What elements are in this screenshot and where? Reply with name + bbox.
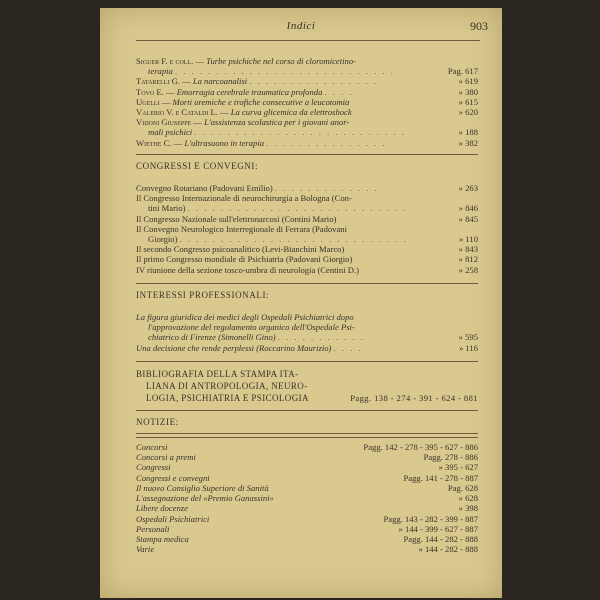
entry-text: Personali: [136, 523, 170, 534]
bibliografia-pages: Pagg. 138 - 274 - 391 - 624 - 881: [350, 392, 478, 403]
book-page: [100, 8, 502, 598]
page-header: [100, 20, 502, 38]
entry-text-cont2: chiatrico di Firenze (Simonelli Gino): [148, 332, 276, 343]
entry-author: Tovo E.: [136, 86, 164, 97]
bibliografia: [136, 368, 478, 404]
entry-text: Convegno Rotariano (Padovani Emilio): [136, 183, 273, 194]
entry-page: » 188: [458, 127, 478, 138]
entry-page: Pagg. 278 - 886: [423, 452, 478, 463]
section-title-interessi: INTERESSI PROFESSIONALI:: [136, 289, 270, 300]
entry-text: Ospedali Psichiatrici: [136, 513, 210, 524]
entry-author: Wiethe C.: [136, 137, 172, 148]
index-entry: [136, 483, 478, 493]
index-entry: [136, 473, 478, 483]
entry-page: » 380: [458, 86, 478, 97]
entry-page: Pagg. 142 - 278 - 395 - 627 - 886: [363, 442, 478, 453]
entry-text: Il Convegno Neurologico Interregionale di Ferrara (Padovani: [136, 223, 347, 234]
index-entry: Tatarelli G. — La narcoanalisi . . . . . . . . . . . . . . . . » 619: [136, 76, 478, 87]
index-entry: Ugelli — Morti uremiche e trofiche consecutive a leucotomia » 615: [136, 96, 478, 107]
entry-text: La figura giuridica dei medici degli Ospedali Psichiatrici dopo: [136, 312, 354, 323]
index-entry: [136, 214, 478, 224]
section-title-congressi: CONGRESSI E CONVEGNI:: [136, 160, 259, 171]
bibliografia-line: LIANA DI ANTROPOLOGIA, NEURO-: [146, 380, 308, 391]
entry-title-cont: terapia: [148, 66, 173, 77]
index-entry: Vidoni Giuseppe — L'assistenza scolastica per i giovani anor- mali psichici . . . . . . . . . . . . . . . . . . . . . . . . . . » 188: [136, 117, 478, 138]
index-entry: [136, 503, 478, 513]
section-rule: [136, 410, 478, 411]
index-entry: Valerio V. e Cataldi L. — La curva glicemica da elettroshock » 620: [136, 107, 478, 118]
notizie-list: [136, 442, 478, 554]
running-title: Indici: [286, 20, 316, 32]
index-entry: [136, 452, 478, 462]
entry-page: » 258: [458, 264, 478, 275]
entry-page: » 846: [458, 203, 478, 214]
entry-text: IV riunione della sezione tosco-umbra di neurologia (Centini D.): [136, 264, 359, 275]
entry-text: Una decisione che rende perplessi (Roccarino Maurizio): [136, 342, 332, 353]
index-entry: Tovo E. — Emorragia cerebrale traumatica profonda . . . . » 380: [136, 86, 478, 97]
bibliografia-line: BIBLIOGRAFIA DELLA STAMPA ITA-: [136, 368, 299, 379]
page-number: 903: [470, 19, 488, 33]
index-entry: [136, 254, 478, 264]
entry-text: Concorsi a premi: [136, 452, 196, 463]
index-entry: Wiethe C. — L'ultrasuono in terapia . . . . . . . . . . . . . . . » 382: [136, 137, 478, 148]
entry-page: » 382: [458, 137, 478, 148]
entry-title: La curva glicemica da elettroshock: [230, 107, 352, 118]
index-entry: [136, 265, 478, 275]
entry-author: Ugelli: [136, 96, 160, 107]
entry-page: » 144 - 399 - 627 - 887: [398, 523, 478, 534]
entry-author: Vidoni Giuseppe: [136, 117, 192, 128]
index-entry: [136, 442, 478, 452]
entry-text: L'assegnazione del «Premio Ganassini»: [136, 493, 274, 504]
entry-text: Il secondo Congresso psicoanalitico (Levi-Bianchini Marco): [136, 244, 345, 255]
entry-page: » 263: [458, 183, 478, 194]
entry-title: Morti uremiche e trofiche consecutive a leucotomia: [172, 96, 350, 107]
entry-page: » 116: [458, 342, 478, 353]
congressi-list: [136, 183, 478, 275]
index-entry: Il Congresso Internazionale di neurochirurgia a Bologna (Con- tini Mario) . . . . . . . . . . . . . . . . . . . . . . . . . . . » 846: [136, 193, 478, 214]
entry-page: » 615: [458, 96, 478, 107]
entry-page: Pagg. 143 - 282 - 399 - 887: [383, 513, 478, 524]
entry-page: Pag. 628: [447, 482, 478, 493]
entry-page: » 812: [458, 254, 478, 265]
entry-author: Tatarelli G.: [136, 76, 180, 87]
bibliografia-line: LOGIA, PSICHIATRIA E PSICOLOGIA: [146, 392, 309, 403]
section-rule: [136, 154, 478, 155]
entry-page: Pagg. 141 - 278 - 887: [403, 472, 478, 483]
notizie-rule: [136, 433, 478, 438]
entry-page: » 398: [458, 503, 478, 514]
section-rule: [136, 283, 478, 284]
author-list: [136, 56, 478, 148]
entry-text: Varie: [136, 544, 155, 555]
entry-page: » 620: [458, 107, 478, 118]
entry-title: L'ultrasuono in terapia: [184, 137, 265, 148]
entry-text: Congressi: [136, 462, 171, 473]
entry-text-cont: l'approvazione del regolamento organico dell'Ospedale Psi-: [148, 322, 355, 333]
entry-page: Pag. 617: [447, 66, 478, 77]
entry-text: Libere docenze: [136, 503, 188, 514]
entry-text: Il Congresso Nazionale sull'elettronarcosi (Contini Mario): [136, 213, 337, 224]
section-title-notizie: NOTIZIE:: [136, 416, 179, 427]
entry-page: » 595: [458, 332, 478, 343]
index-entry: Convegno Rotariano (Padovani Emilio) . . . . . . . . . . . . . » 263: [136, 183, 478, 194]
header-rule: [136, 40, 480, 41]
entry-text-cont: Giorgio): [148, 234, 178, 245]
entry-page: » 845: [458, 213, 478, 224]
entry-page: » 110: [458, 234, 478, 245]
index-entry: [136, 544, 478, 554]
entry-page: » 628: [458, 493, 478, 504]
entry-page: » 619: [458, 76, 478, 87]
section-rule: [136, 361, 478, 362]
entry-text: Congressi e convegni: [136, 472, 210, 483]
interessi-list: [136, 312, 478, 353]
entry-text: Il primo Congresso mondiale di Psichiatria (Padovani Giorgio): [136, 254, 353, 265]
entry-text: Concorsi: [136, 442, 168, 453]
entry-author: Siguer F. e coll.: [136, 56, 194, 66]
index-entry: Il Convegno Neurologico Interregionale di Ferrara (Padovani Giorgio) . . . . . . . . . . . . . . . . . . . . . . . . . . . . » 110: [136, 223, 478, 245]
index-entry: [136, 514, 478, 524]
entry-title: La narcoanalisi: [192, 76, 248, 87]
entry-text-cont: tini Mario): [148, 203, 186, 214]
entry-page: » 144 - 282 - 888: [418, 544, 478, 555]
entry-title: L'assistenza scolastica per i giovani anor-: [204, 117, 350, 128]
index-entry: [136, 534, 478, 544]
entry-page: » 395 - 627: [438, 462, 478, 473]
index-entry: [136, 462, 478, 472]
index-entry: Siguer F. e coll. — Turbe psichiche nel corso di cloromicetino- terapia . . . . . . . . . . . . . . . . . . . . . . . . . . . Pag. 617: [136, 56, 478, 77]
index-entry: La figura giuridica dei medici degli Ospedali Psichiatrici dopo l'approvazione del regolamento organico dell'Ospedale Psi- chiatrico di Firenze (Simonelli Gino) . . . . . . . . . . . » 595: [136, 312, 478, 343]
entry-text: Il nuovo Consiglio Superiore di Sanità: [136, 482, 269, 493]
entry-text: Il Congresso Internazionale di neurochirurgia a Bologna (Con-: [136, 193, 352, 204]
entry-author: Valerio V. e Cataldi L.: [136, 107, 218, 118]
index-entry: [136, 524, 478, 534]
index-content: [136, 56, 478, 554]
index-entry: [136, 244, 478, 254]
entry-title-cont: mali psichici: [148, 127, 193, 138]
entry-title: Turbe psichiche nel corso di cloromicetino-: [206, 56, 356, 66]
entry-title: Emorragia cerebrale traumatica profonda: [176, 86, 323, 97]
entry-page: Pagg. 144 - 282 - 888: [403, 533, 478, 544]
index-entry: [136, 493, 478, 503]
entry-text: Stampa medica: [136, 533, 189, 544]
entry-page: » 843: [458, 244, 478, 255]
index-entry: Una decisione che rende perplessi (Roccarino Maurizio) . . . . » 116: [136, 342, 478, 353]
